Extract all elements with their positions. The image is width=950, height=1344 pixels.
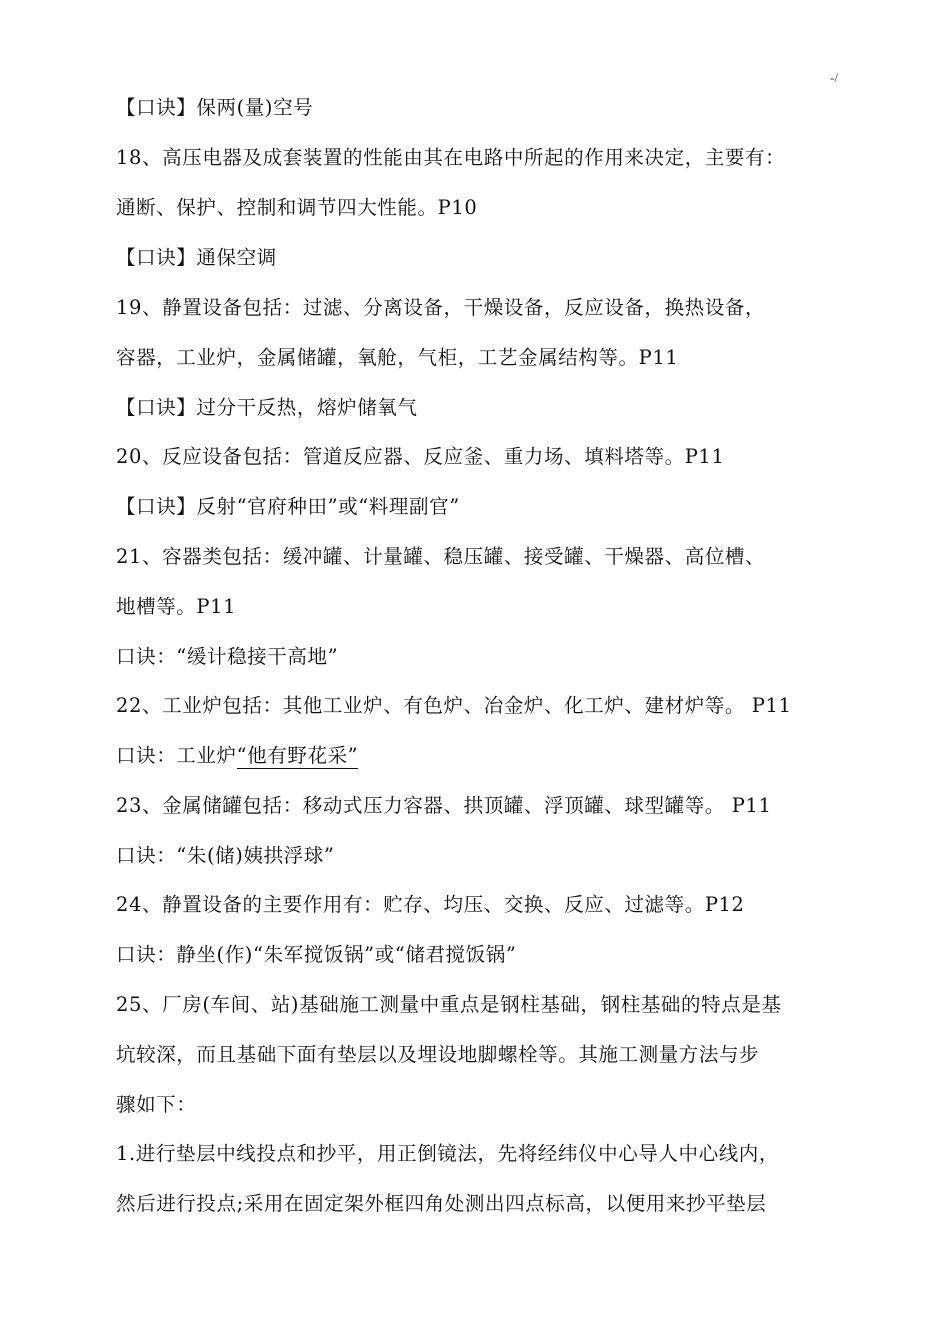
paragraph-line: 通断、保护、控制和调节四大性能。P10 (116, 196, 478, 219)
page-corner-mark: -/ (830, 70, 838, 85)
paragraph-line: 1.进行垫层中线投点和抄平，用正倒镜法，先将经纬仪中心导人中心线内， (116, 1142, 780, 1165)
mnemonic-line: 【口诀】保两(量)空号 (116, 96, 314, 119)
paragraph-line: 23、金属储罐包括：移动式压力容器、拱顶罐、浮顶罐、球型罐等。 P11 (116, 794, 772, 817)
mnemonic-line: 【口诀】过分干反热，熔炉储氧气 (116, 396, 418, 419)
paragraph-line: 25、厂房(车间、站)基础施工测量中重点是钢柱基础，钢柱基础的特点是基 (116, 993, 782, 1016)
paragraph-line: 容器，工业炉，金属储罐，氧舱，气柜，工艺金属结构等。P11 (116, 346, 679, 369)
mnemonic-line: 【口诀】通保空调 (116, 246, 277, 269)
paragraph-line: 骤如下： (116, 1093, 197, 1116)
mnemonic-line: 口诀：“朱(储)姨拱浮球” (116, 844, 335, 867)
paragraph-line: 24、静置设备的主要作用有：贮存、均压、交换、反应、过滤等。P12 (116, 893, 745, 916)
mnemonic-line: 【口诀】反射“官府种田”或“料理副官” (116, 495, 460, 518)
paragraph-line: 22、工业炉包括：其他工业炉、有色炉、冶金炉、化工炉、建材炉等。 P11 (116, 694, 792, 717)
mnemonic-line (116, 742, 856, 770)
paragraph-line: 19、静置设备包括：过滤、分离设备，干燥设备，反应设备，换热设备， (116, 296, 766, 319)
mnemonic-prefix: 口诀：工业炉 (116, 744, 237, 767)
underlined-mnemonic: “他有野花采” (236, 744, 359, 767)
paragraph-line: 20、反应设备包括：管道反应器、反应釜、重力场、填料塔等。P11 (116, 445, 725, 468)
mnemonic-line: 口诀：静坐(作)“朱军搅饭锅”或“储君搅饭锅” (116, 943, 517, 966)
paragraph-line: 然后进行投点;采用在固定架外框四角处测出四点标高，以便用来抄平垫层 (116, 1192, 767, 1215)
paragraph-line: 坑较深，而且基础下面有垫层以及埋设地脚螺栓等。其施工测量方法与步 (116, 1043, 760, 1066)
paragraph-line: 21、容器类包括：缓冲罐、计量罐、稳压罐、接受罐、干燥器、高位槽、 (116, 545, 766, 568)
paragraph-line: 18、高压电器及成套装置的性能由其在电路中所起的作用来决定，主要有： (116, 146, 786, 169)
mnemonic-line: 口诀：“缓计稳接干高地” (116, 645, 339, 668)
paragraph-line: 地槽等。P11 (116, 595, 237, 618)
